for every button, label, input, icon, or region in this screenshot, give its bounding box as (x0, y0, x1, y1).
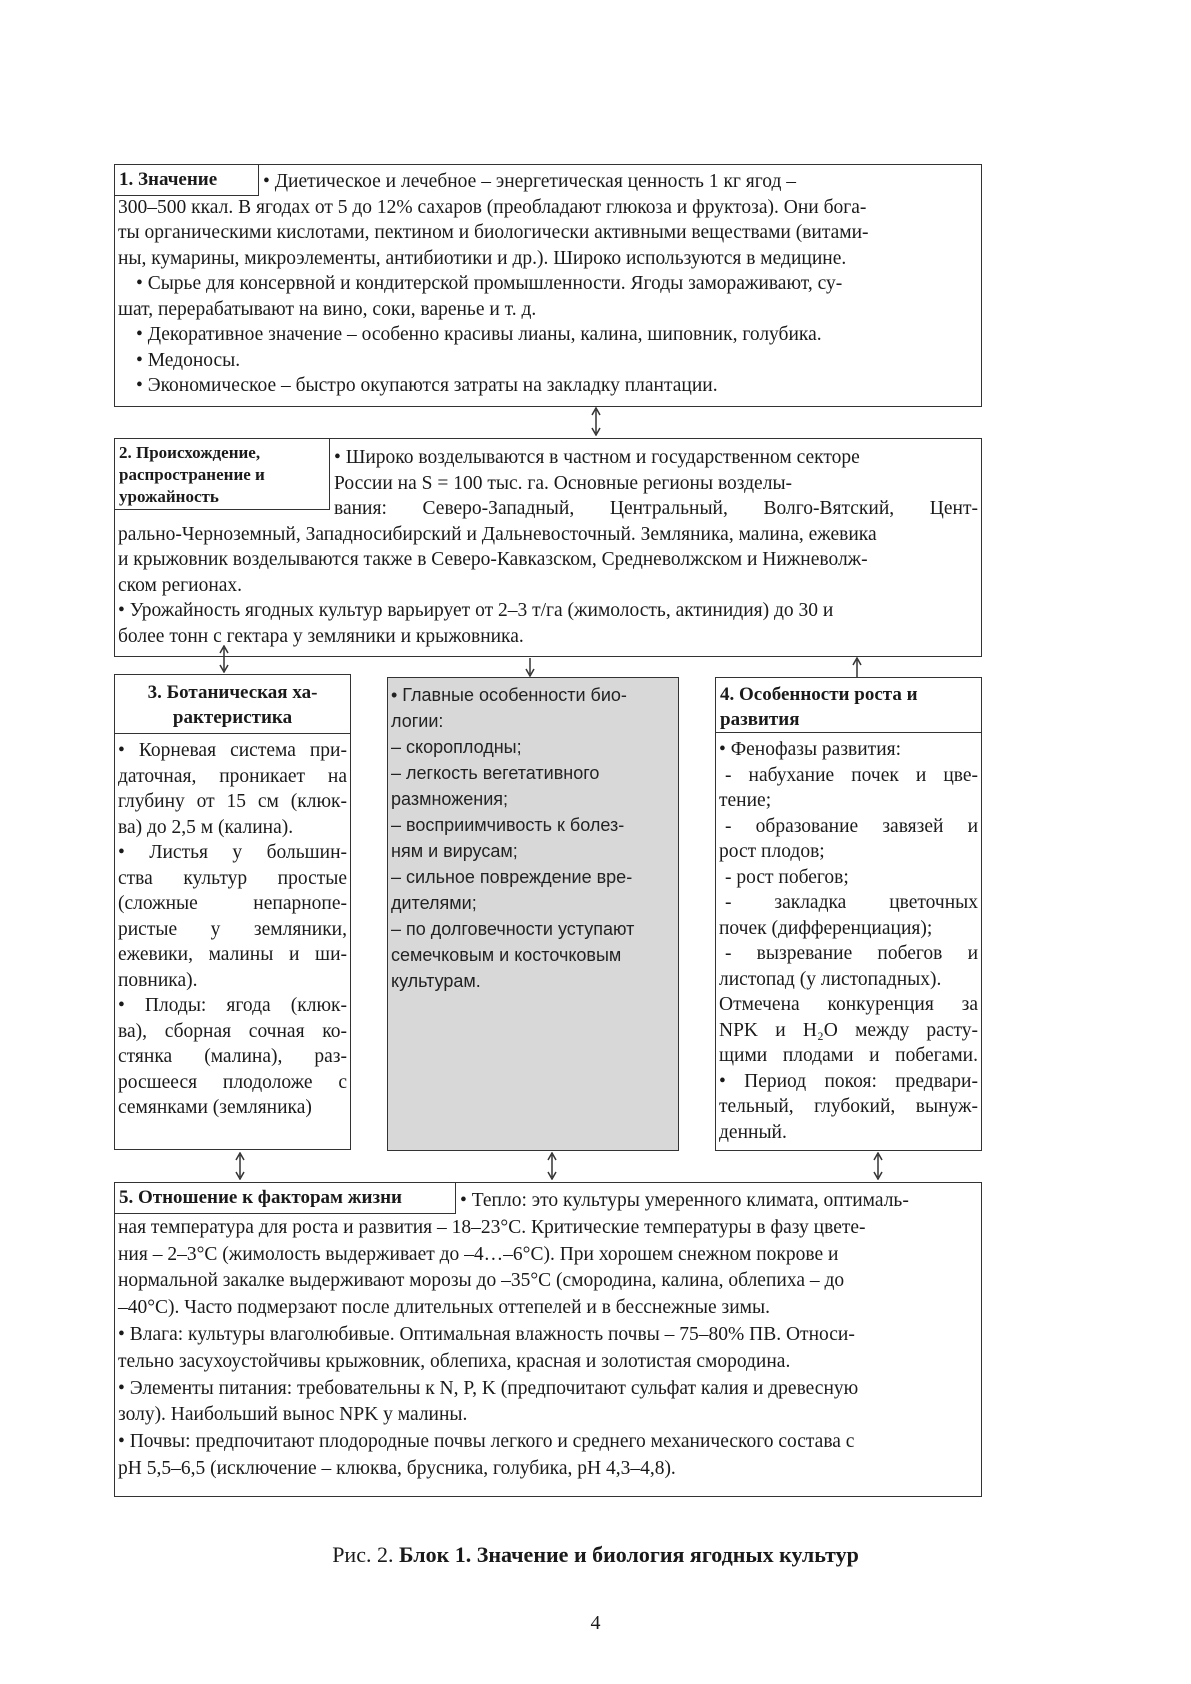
arrow-mid-block5 (546, 1152, 558, 1180)
block-4-text: • Фенофазы развития: - набухание почек и цве- тение; - образование завязей и рост плодов; - рост побегов; - закладка цветочных почек (дифференциация); - вызревание побегов и листопад (у листопадных). Отмечена конкуренция за NPK и H₂O между расту- щими плодами и побегами. • Период покоя: предвари- тельный, глубокий, вынуж- денный. (719, 739, 978, 1143)
block-2-title: 2. Происхождение, распространение и урожайность (114, 438, 330, 510)
block-1-text: • Диетическое и лечебное – энергетическая ценность 1 кг ягод – 300–500 ккал. В ягодах от 5 до 12% сахаров (преобладают глюкоза и фруктоза). Они бога- ты органическими кислотами, пектином и биологически активными веществами (витами- ны, кумарины, микроэлементы, антибиотики и др.). Широко используются в медицине. • Сырье для консервной и кондитерской промышленности. Ягоды замораживают, су- шат, перерабатывают на вино, соки, варенье и т. д. • Декоративное значение – особенно красивы лианы, калина, шиповник, голубика. • Медоносы. • Экономическое – быстро окупаются затраты на закладку плантации. (118, 171, 869, 396)
figure-caption-title: Блок 1. Значение и биология ягодных культур (398, 1542, 859, 1567)
block-3-text: • Корневая система при- даточная, проникает на глубину от 15 см (клюк- ва) до 2,5 м (калина). • Листья у большин- ства культур простые (сложные непарнопе- ристые у земляники, ежевики, малины и ши- повника). • Плоды: ягода (клюк- ва), сборная сочная ко- стянка (малина), раз- росшееся плодоложе с семянками (земляника) (118, 740, 347, 1118)
block-5-text: • Тепло: это культуры умеренного климата, оптималь- ная температура для роста и развития – 18–23°С. Критические температуры в фазу цвете- ния – 2–3°С (жимолость выдерживает до –4…–6°С). При хорошем снежном покрове и нормальной закалке выдерживают морозы до –35°С (смородина, калина, облепиха – до –40°С). Часто подмерзают после длительных оттепелей и в бесснежные зимы. • Влага: культуры влаголюбивые. Оптимальная влажность почвы – 75–80% ПВ. Относи- тельно засухоустойчивы крыжовник, облепиха, красная и золотистая смородина. • Элементы питания: требовательны к N, P, K (предпочитают сульфат калия и древесную золу). Наибольший вынос NPK у малины. • Почвы: предпочитают плодородные почвы легкого и среднего механического состава с pH 5,5–6,5 (исключение – клюква, брусника, голубика, pH 4,3–4,8). (118, 1190, 909, 1479)
arrow-block3-block5 (234, 1152, 246, 1180)
block-5-title: 5. Отношение к факторам жизни (114, 1182, 456, 1214)
block-biology-features-text: • Главные особенности био- логии: – скороплодны; – легкость вегетативного размножения; – восприимчивость к болез- ням и вирусам; – сильное повреждение вре- дителями; – по долговечности уступают семечковым и косточковым культурам. (391, 685, 635, 991)
block-2-text: • Широко возделываются в частном и государственном секторе России на S = 100 тыс. га. Основные регионы возделы- вания: Северо-Западный, Центральный, Волго-Вятский, Цент- рально-Черноземный, Западносибирский и Дальневосточный. Земляника, малина, ежевика и крыжовник возделываются также в Северо-Кавказском, Средневолжском и Нижневолж- ском регионах. • Урожайность ягодных культур варьирует от 2–3 т/га (жимолость, актинидия) до 30 и более тонн с гектара у земляники и крыжовника. (118, 447, 978, 647)
arrow-block2-mid (524, 657, 536, 677)
arrow-block2-block3 (218, 645, 230, 673)
page-number: 4 (590, 1612, 601, 1634)
figure-caption-prefix: Рис. 2. (332, 1542, 399, 1567)
figure-caption (0, 1542, 1191, 1568)
block-3-title: 3. Ботаническая ха- рактеристика (114, 674, 351, 734)
arrow-block4-block5 (872, 1152, 884, 1180)
block-4-title: 4. Особенности роста и развития (715, 677, 982, 733)
arrow-block1-block2 (590, 407, 602, 436)
block-1-title: 1. Значение (114, 164, 259, 196)
